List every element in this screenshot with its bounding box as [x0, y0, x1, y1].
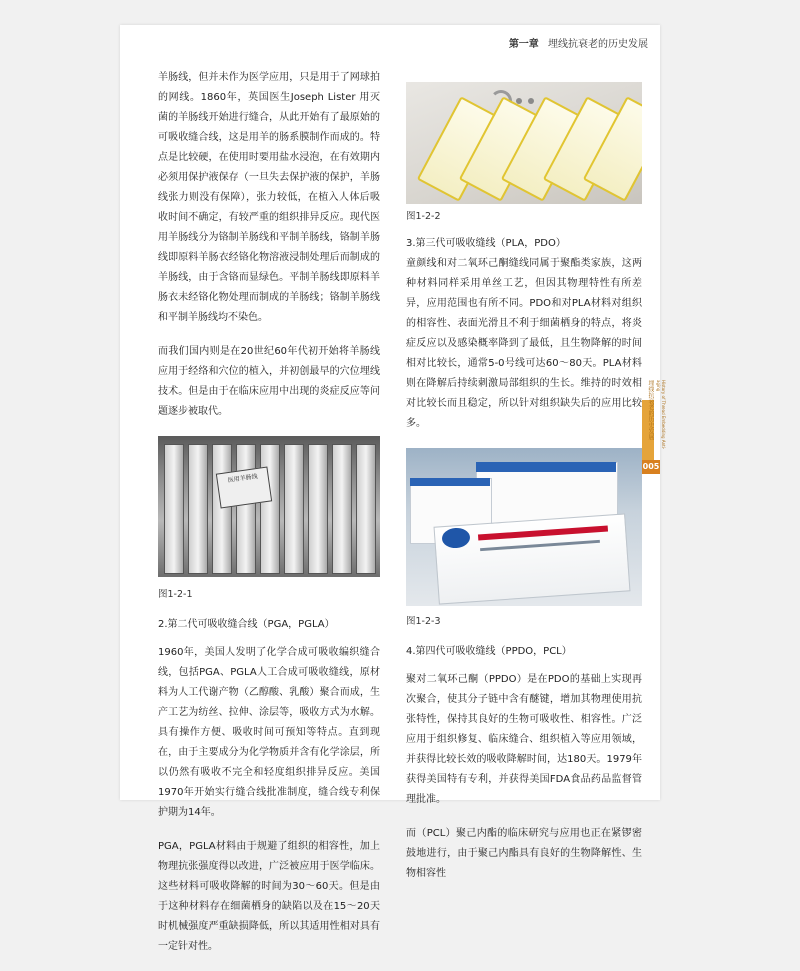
- figure-pdo-sachets: [406, 82, 642, 204]
- paragraph-pcl: 而（PCL）聚己内酯的临床研究与应用也正在紧锣密鼓地进行，由于聚己内酯具有良好的生物降解性、生物相容性: [406, 828, 642, 879]
- figure-caption: 图1-2-3: [406, 616, 441, 627]
- figure-ppdo-packaging: [406, 448, 642, 606]
- paragraph-pla-pdo: 童颜线和对二氧环己酮缝线同属于聚酯类家族，这两种材料同样采用单丝工艺，但因其物理特性有所差异，应用范围也有所不同。PDO和对PLA材料对组织的相容性、表面光滑且不利于细菌栖身的特点，将炎症反应以及感染概率降到了最低，且生物降解的时间相对比较长，通常5-0号线可达60～80天。PLA材料则在降解后持续刺激局部组织的生长。维持的时效相对比较长而且稳定，所以针对组织缺失后的应用比较多。: [406, 258, 642, 429]
- section-heading-second-gen: 2.第二代可吸收缝合线（PGA，PGLA）: [158, 619, 335, 630]
- page-number: 005: [642, 460, 660, 474]
- section-heading-fourth-gen: 4.第四代可吸收缝线（PPDO，PCL）: [406, 646, 572, 657]
- right-column: [406, 254, 642, 898]
- paragraph-pga-pgla: 1960年，美国人发明了化学合成可吸收编织缝合线，包括PGA、PGLA人工合成可吸收缝线，原材料为人工代谢产物（乙醇酸、乳酸）聚合而成，生产工艺为纺丝、拉伸、涂层等，吸收方式为水解。具有操作方便、吸收时间可预知等特点。直到现在，由于主要成分为化学物质并含有化学涂层，所以仍然有吸收不完全和轻度组织排异反应。美国1970年开始实行缝合线批准制度，缝合线专利保护期为14年。: [158, 647, 380, 818]
- chapter-label: 第一章: [508, 39, 539, 50]
- side-tab-text: 埋线抗衰老的历史发展: [647, 380, 654, 440]
- side-tab-subtext: History of Thread Embedding Anti-aging: [656, 380, 666, 450]
- paragraph-pga-absorption: PGA，PGLA材料由于规避了组织的相容性，加上物理抗张强度得以改进，广泛被应用于医学临床。这些材料可吸收降解的时间为30～60天。但是由于这种材料存在细菌栖身的缺陷以及在15～20天时机械强度严重缺损降低，所以其适用性相对具有一定针对性。: [158, 841, 380, 952]
- section-heading-third-gen: 3.第三代可吸收缝线（PLA，PDO）: [406, 238, 566, 249]
- figure-caption: 图1-2-1: [158, 589, 193, 600]
- figure-caption: 图1-2-2: [406, 211, 441, 222]
- running-header: [509, 35, 648, 50]
- paragraph-ppdo: 聚对二氧环己酮（PPDO）是在PDO的基础上实现再次聚合，使其分子链中含有醚键，增加其物理使用抗张特性，保持其良好的生物可吸收性、相容性。广泛应用于组织修复、临床缝合、组织植入等应用领域，并获得比较长效的吸收降解时间，达180天。1979年获得美国特有专利，并获得美国FDA食品药品监督管理批准。: [406, 674, 642, 805]
- paragraph-catgut-history: 羊肠线，但并未作为医学应用，只是用于了网球拍的网线。1860年，英国医生Joseph Lister 用灭菌的羊肠线开始进行缝合，从此开始有了最原始的可吸收缝合线，这是用羊的肠系膜制作而成的。特点是比较硬，在使用时要用盐水浸泡，在有效期内必须用保护液保存（一旦失去保护液的保护，羊肠线张力则没有保障），张力较低，在植入人体后吸收时间不确定，有较严重的组织排异反应。现代医用羊肠线分为铬制羊肠线和平制羊肠线，铬制羊肠线即原料羊肠衣经铬化物溶液浸制处理后而制成的羊肠线，由于含铬而显绿色。平制羊肠线即原料羊肠衣未经铬化物处理而制成的羊肠线；铬制羊肠线和平制羊肠线均不染色。: [158, 72, 380, 323]
- paragraph-china-acupoint: 而我们国内则是在20世纪60年代初开始将羊肠线应用于经络和穴位的植入，并初创最早的穴位埋线技术。但是由于在临床应用中出现的炎症反应等问题逐步被取代。: [158, 346, 380, 417]
- figure-suture-label: 医用羊肠线: [216, 467, 272, 509]
- left-column: [158, 68, 380, 971]
- figure-catgut-sutures: [158, 436, 380, 577]
- chapter-title: 埋线抗衰老的历史发展: [548, 39, 648, 50]
